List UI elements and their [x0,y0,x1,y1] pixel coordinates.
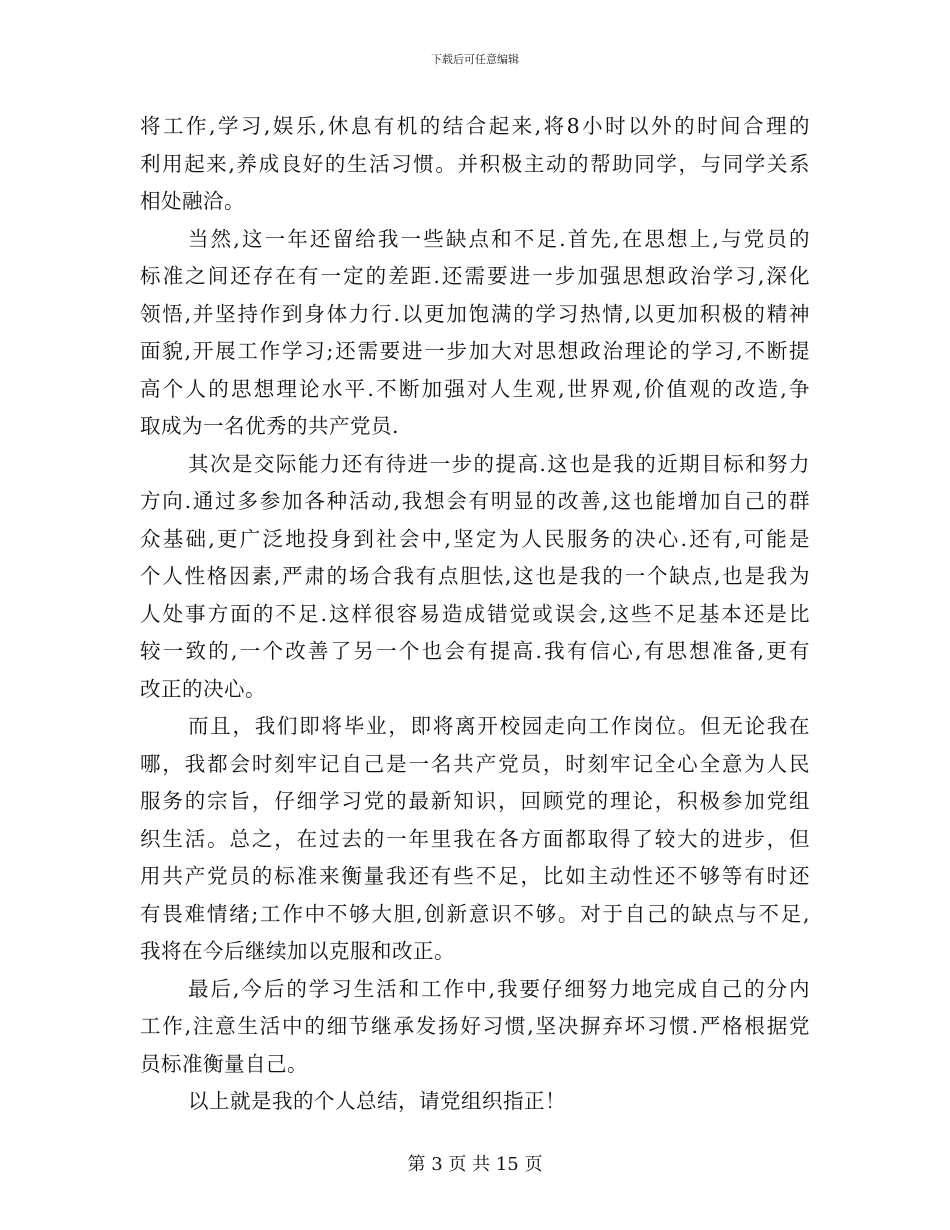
text-line: 高个人的思想理论水平.不断加强对人生观,世界观,价值观的改造,争 [140,376,810,401]
text-line: 织生活。总之，在过去的一年里我在各方面都取得了较大的进步，但 [140,826,810,851]
paragraph-3 [140,446,810,709]
text-line: 最后,今后的学习生活和工作中,我要仔细努力地完成自己的分内 [188,976,810,1001]
paragraph-4 [140,708,810,971]
text-line: 利用起来,养成良好的生活习惯。并积极主动的帮助同学，与同学关系 [140,151,810,176]
paragraph-1 [140,108,810,221]
text-line: 众基础,更广泛地投身到社会中,坚定为人民服务的决心.还有,可能是 [140,526,810,551]
text-line: 较一致的,一个改善了另一个也会有提高.我有信心,有思想准备,更有 [140,639,810,663]
text-line: 个人性格因素,严肃的场合我有点胆怯,这也是我的一个缺点,也是我为 [140,564,810,588]
paragraph-2 [140,221,810,446]
text-line: 用共产党员的标准来衡量我还有些不足，比如主动性还不够等有时还 [140,864,810,888]
text-line: 改正的决心。 [140,676,266,701]
document-body [140,108,810,1121]
text-line: 我将在今后继续加以克服和改正。 [140,939,455,963]
text-line: 面貌,开展工作学习;还需要进一步加大对思想政治理论的学习,不断提 [140,339,810,363]
text-line: 人处事方面的不足.这样很容易造成错觉或误会,这些不足基本还是比 [140,601,810,626]
text-line: 服务的宗旨，仔细学习党的最新知识，回顾党的理论，积极参加党组 [140,789,810,813]
paragraph-6 [140,1083,810,1121]
page-number: 第 3 页 共 15 页 [407,1154,543,1175]
text-line: 而且，我们即将毕业，即将离开校园走向工作岗位。但无论我在 [188,714,810,738]
text-line: 标准之间还存在有一定的差距.还需要进一步加强思想政治学习,深化 [140,264,810,288]
text-line: 哪，我都会时刻牢记自己是一名共产党员，时刻牢记全心全意为人民 [140,751,810,776]
text-line: 领悟,并坚持作到身体力行.以更加饱满的学习热情,以更加积极的精神 [140,301,810,326]
text-line: 工作,注意生活中的细节继承发扬好习惯,坚决摒弃坏习惯.严格根据党 [140,1014,810,1038]
text-line: 当然,这一年还留给我一些缺点和不足.首先,在思想上,与党员的 [188,226,810,251]
text-line: 其次是交际能力还有待进一步的提高.这也是我的近期目标和努力 [188,451,810,476]
text-line: 方向.通过多参加各种活动,我想会有明显的改善,这也能增加自己的群 [140,489,810,513]
page-header: 下载后可任意编辑 [431,53,519,66]
text-line: 有畏难情绪;工作中不够大胆,创新意识不够。对于自己的缺点与不足, [140,901,810,926]
text-line: 员标准衡量自己。 [140,1051,308,1076]
paragraph-5 [140,971,810,1084]
text-line: 相处融洽。 [140,189,245,213]
text-line: 将工作,学习,娱乐,休息有机的结合起来,将8小时以外的时间合理的 [140,114,810,138]
text-line: 以上就是我的个人总结，请党组织指正！ [188,1089,566,1113]
text-line: 取成为一名优秀的共产党员. [140,414,400,438]
